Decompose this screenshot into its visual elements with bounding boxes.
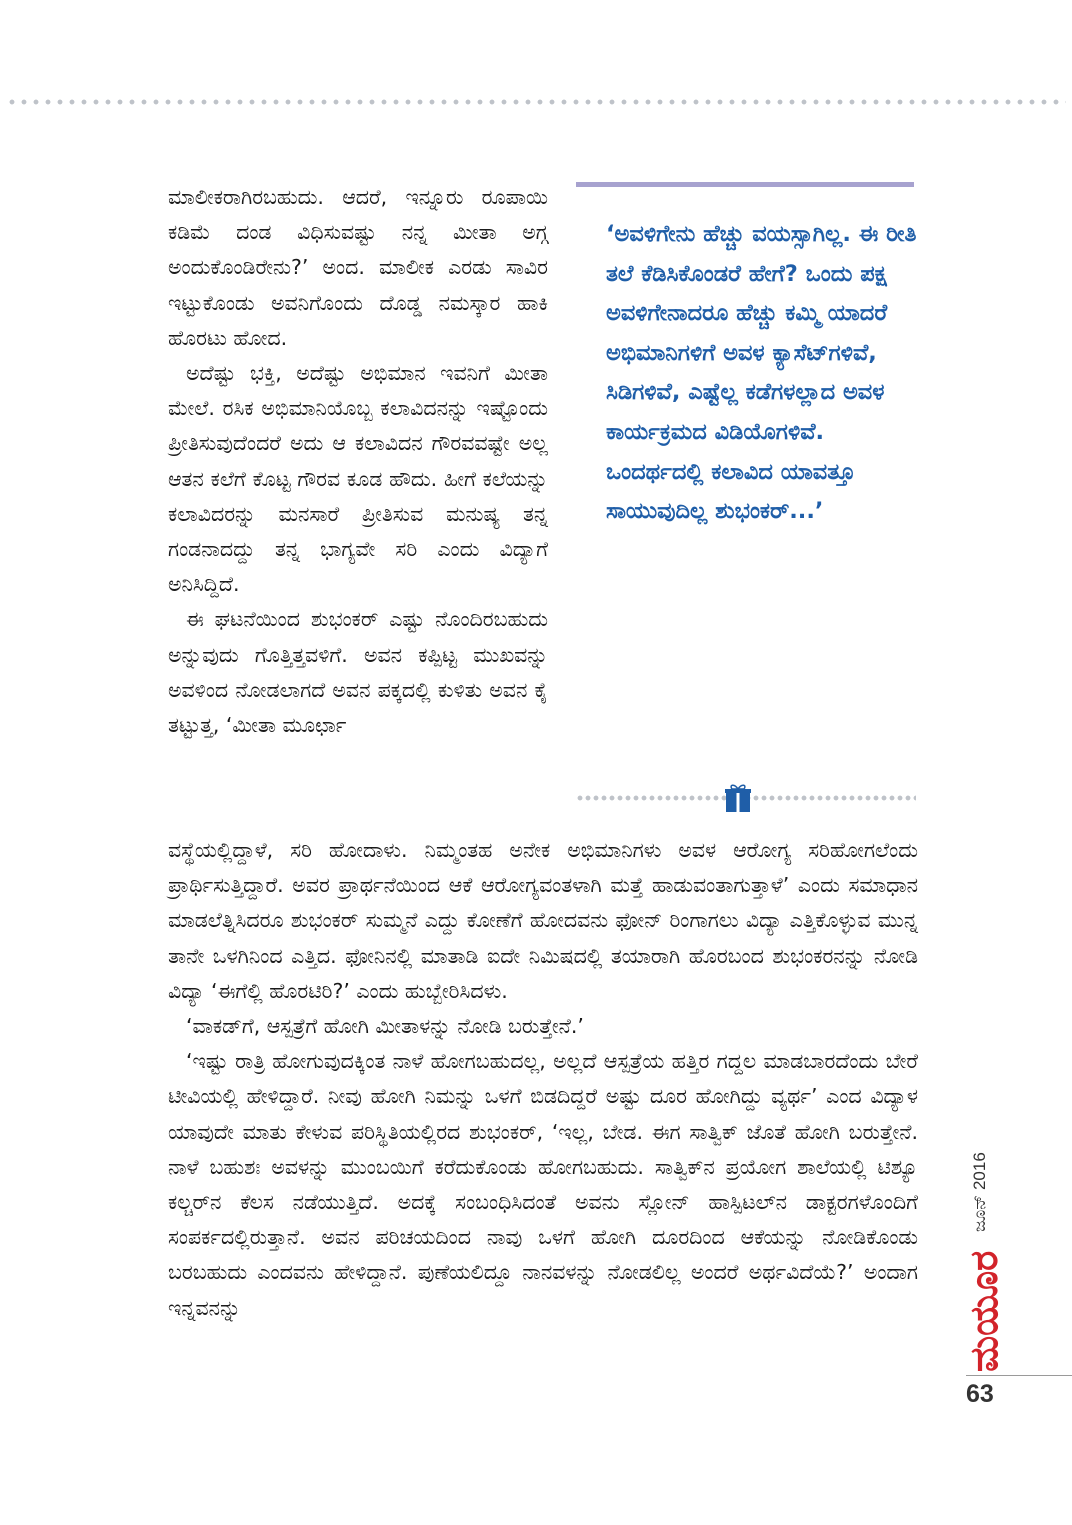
article-full-width (168, 833, 918, 1326)
article-left-column (168, 180, 548, 743)
issue-date: ಜೂನ್ 2016 (970, 1152, 989, 1232)
paragraph: ವಸ್ಥೆಯಲ್ಲಿದ್ದಾಳೆ, ಸರಿ ಹೋದಾಳು. ನಿಮ್ಮಂತಹ ಅನೇಕ ಅಭಿಮಾನಿಗಳು ಅವಳ ಆರೋಗ್ಯ ಸರಿಹೋಗಲೆಂದು ಪ್ರಾರ್ಥಿಸುತ್ತಿದ್ದಾರೆ. ಅವರ ಪ್ರಾರ್ಥನೆಯಿಂದ ಆಕೆ ಆರೋಗ್ಯವಂತಳಾಗಿ ಮತ್ತೆ ಹಾಡುವಂತಾಗುತ್ತಾಳೆ’ ಎಂದು ಸಮಾಧಾನ ಮಾಡಲೆತ್ನಿಸಿದರೂ ಶುಭಂಕರ್ ಸುಮ್ಮನೆ ಎದ್ದು ಕೋಣೆಗೆ ಹೋದವನು ಫೋನ್ ರಿಂಗಾಗಲು ವಿದ್ಯಾ ಎತ್ತಿಕೊಳ್ಳುವ ಮುನ್ನ ತಾನೇ ಒಳಗಿನಿಂದ ಎತ್ತಿದ. ಫೋನಿನಲ್ಲಿ ಮಾತಾಡಿ ಐದೇ ನಿಮಿಷದಲ್ಲಿ ತಯಾರಾಗಿ ಹೊರಬಂದ ಶುಭಂಕರನನ್ನು ನೋಡಿ ವಿದ್ಯಾ ‘ಈಗೆಲ್ಲಿ ಹೊರಟಿರಿ?’ ಎಂದು ಹುಬ್ಬೇರಿಸಿದಳು. (168, 838, 918, 1003)
magazine-side-label (954, 1112, 1014, 1372)
paragraph: ಈ ಘಟನೆಯಿಂದ ಶುಭಂಕರ್ ಎಷ್ಟು ನೊಂದಿರಬಹುದು ಅನ್ನುವುದು ಗೊತ್ತಿತ್ತವಳಿಗೆ. ಅವನ ಕಪ್ಪಿಟ್ಟ ಮುಖವನ್ನು ಅವಳಿಂದ ನೋಡಲಾಗದೆ ಅವನ ಪಕ್ಕದಲ್ಲಿ ಕುಳಿತು ಅವನ ಕೈ ತಟ್ಟುತ್ತ, ‘ಮೀತಾ ಮೂರ್ಛಾ (168, 607, 548, 738)
pullquote-top-bar (576, 182, 914, 187)
page-number: 63 (966, 1380, 994, 1408)
paragraph: ಮಾಲೀಕರಾಗಿರಬಹುದು. ಆದರೆ, ಇನ್ನೂರು ರೂಪಾಯಿ ಕಡಿಮೆ ದಂಡ ವಿಧಿಸುವಷ್ಟು ನನ್ನ ಮೀತಾ ಅಗ್ಗ ಅಂದುಕೊಂಡಿರೇನು?’ ಅಂದ. ಮಾಲೀಕ ಎರಡು ಸಾವಿರ ಇಟ್ಟುಕೊಂಡು ಅವನಿಗೊಂದು ದೊಡ್ಡ ನಮಸ್ಕಾರ ಹಾಕಿ ಹೊರಟು ಹೋದ. (168, 185, 548, 350)
footer-rule (966, 1375, 1072, 1376)
top-dotted-rule (6, 99, 1066, 105)
pullquote: ‘ಅವಳಿಗೇನು ಹೆಚ್ಚು ವಯಸ್ಸಾಗಿಲ್ಲ. ಈ ರೀತಿ ತಲೆ ಕೆಡಿಸಿಕೊಂಡರೆ ಹೇಗೆ? ಒಂದು ಪಕ್ಷ ಅವಳಿಗೇನಾದರೂ ಹೆಚ್ಚು ಕಮ್ಮಿ ಯಾದರೆ ಅಭಿಮಾನಿಗಳಿಗೆ ಅವಳ ಕ್ಯಾಸೆಟ್‌ಗಳಿವೆ, ಸಿಡಿಗಳಿವೆ, ಎಷ್ಟೆಲ್ಲ ಕಡೆಗಳಲ್ಲಾದ ಅವಳ ಕಾರ್ಯಕ್ರಮದ ವಿಡಿಯೊಗಳಿವೆ. ಒಂದರ್ಥದಲ್ಲಿ ಕಲಾವಿದ ಯಾವತ್ತೂ ಸಾಯುವುದಿಲ್ಲ ಶುಭಂಕರ್...’ (606, 221, 917, 525)
magazine-name: ಮಯೂರ (962, 1250, 1006, 1372)
paragraph: ‘ಇಷ್ಟು ರಾತ್ರಿ ಹೋಗುವುದಕ್ಕಿಂತ ನಾಳೆ ಹೋಗಬಹುದಲ್ಲ, ಅಲ್ಲದೆ ಆಸ್ಪತ್ರೆಯ ಹತ್ತಿರ ಗದ್ದಲ ಮಾಡಬಾರದೆಂದು ಬೇರೆ ಟೀವಿಯಲ್ಲಿ ಹೇಳಿದ್ದಾರೆ. ನೀವು ಹೋಗಿ ನಿಮನ್ನು ಒಳಗೆ ಬಿಡದಿದ್ದರೆ ಅಷ್ಟು ದೂರ ಹೋಗಿದ್ದು ವ್ಯರ್ಥ’ ಎಂದ ವಿದ್ಯಾಳ ಯಾವುದೇ ಮಾತು ಕೇಳುವ ಪರಿಸ್ಥಿತಿಯಲ್ಲಿರದ ಶುಭಂಕರ್, ‘ಇಲ್ಲ, ಬೇಡ. ಈಗ ಸಾತ್ವಿಕ್ ಜೊತೆ ಹೋಗಿ ಬರುತ್ತೇನೆ. ನಾಳೆ ಬಹುಶಃ ಅವಳನ್ನು ಮುಂಬಯಿಗೆ ಕರೆದುಕೊಂಡು ಹೋಗಬಹುದು. ಸಾತ್ವಿಕ್‌ನ ಪ್ರಯೋಗ ಶಾಲೆಯಲ್ಲಿ ಟಿಶ್ಯೂ ಕಲ್ಚರ್‌ನ ಕೆಲಸ ನಡೆಯುತ್ತಿದೆ. ಅದಕ್ಕೆ ಸಂಬಂಧಿಸಿದಂತೆ ಅವನು ಸ್ಲೋನ್ ಹಾಸ್ಪಿಟಲ್‌ನ ಡಾಕ್ಟರಗಳೊಂದಿಗೆ ಸಂಪರ್ಕದಲ್ಲಿರುತ್ತಾನೆ. ಅವನ ಪರಿಚಯದಿಂದ ನಾವು ಒಳಗೆ ಹೋಗಿ ದೂರದಿಂದ ಆಕೆಯನ್ನು ನೋಡಿಕೊಂಡು ಬರಬಹುದು ಎಂದವನು ಹೇಳಿದ್ದಾನೆ. ಪುಣೆಯಲಿದ್ದೂ ನಾನವಳನ್ನು ನೋಡಲಿಲ್ಲ ಅಂದರೆ ಅರ್ಥವಿದೆಯೆ?’ ಅಂದಾಗ ಇನ್ನವನನ್ನು (168, 1049, 918, 1320)
paragraph: ‘ವಾಕಡ್‌ಗೆ, ಆಸ್ಪತ್ರೆಗೆ ಹೋಗಿ ಮೀತಾಳನ್ನು ನೋಡಿ ಬರುತ್ತೇನೆ.’ (186, 1014, 584, 1039)
gift-icon (724, 783, 752, 813)
paragraph: ಅದೆಷ್ಟು ಭಕ್ತಿ, ಅದೆಷ್ಟು ಅಭಿಮಾನ ಇವನಿಗೆ ಮೀತಾ ಮೇಲೆ. ರಸಿಕ ಅಭಿಮಾನಿಯೊಬ್ಬ ಕಲಾವಿದನನ್ನು ಇಷ್ಟೊಂದು ಪ್ರೀತಿಸುವುದೆಂದರೆ ಅದು ಆ ಕಲಾವಿದನ ಗೌರವವಷ್ಟೇ ಅಲ್ಲ ಆತನ ಕಲೆಗೆ ಕೊಟ್ಟ ಗೌರವ ಕೂಡ ಹೌದು. ಹೀಗೆ ಕಲೆಯನ್ನು ಕಲಾವಿದರನ್ನು ಮನಸಾರೆ ಪ್ರೀತಿಸುವ ಮನುಷ್ಯ ತನ್ನ ಗಂಡನಾದದ್ದು ತನ್ನ ಭಾಗ್ಯವೇ ಸರಿ ಎಂದು ವಿದ್ಯಾಗೆ ಅನಿಸಿದ್ದಿದೆ. (168, 361, 548, 597)
